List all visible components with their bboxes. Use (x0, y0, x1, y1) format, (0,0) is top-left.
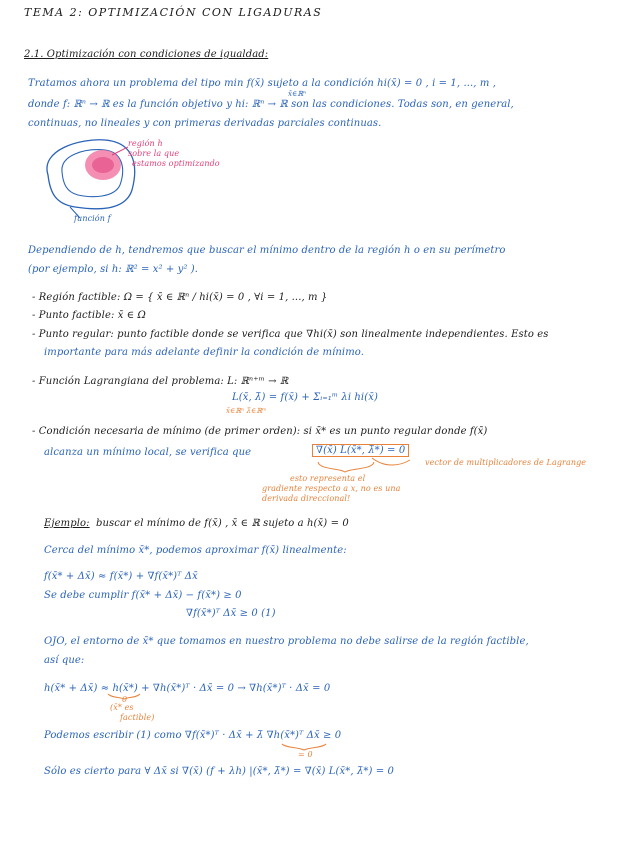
example-label: Ejemplo: (44, 518, 90, 529)
lagrangian-formula: L(x̄, λ̄) = f(x̄) + Σᵢ₌₁ᵐ λi hi(x̄) (232, 392, 378, 403)
lagrangian-subscripts: x̄∈ℝⁿ λ̄∈ℝᵐ (226, 407, 267, 415)
feasible-note-1: (x̄* es (110, 703, 134, 712)
example-line-7: h(x̄* + Δx̄) ≈ h(x̄*) + ∇h(x̄*)ᵀ · Δx̄ = 0 → ∇h(x̄*)ᵀ · Δx̄ = 0 (44, 683, 331, 694)
gradient-note-2: gradiente respecto a x, no es una (262, 484, 401, 493)
feasible-zero: 0 (122, 695, 128, 704)
function-label: función f (74, 214, 111, 223)
example-line-8: Podemos escribir (1) como ∇f(x̄*)ᵀ · Δx̄ + λ̄ ∇h(x̄*)ᵀ Δx̄ ≥ 0 (44, 730, 342, 741)
intro-subscript: x̄∈ℝⁿ (288, 90, 307, 98)
gradient-note-3: derivada direccional! (262, 494, 351, 503)
section-heading: 2.1. Optimización con condiciones de igualdad: (24, 49, 269, 60)
example-header: buscar el mínimo de f(x̄) , x̄ ∈ ℝ sujeto a h(x̄) = 0 (96, 518, 349, 529)
region-label-1: región h (128, 139, 163, 148)
intro-line-3: continuas, no lineales y con primeras derivadas parciales continuas. (28, 118, 382, 129)
example-line-3: Se debe cumplir f(x̄* + Δx̄) − f(x̄*) ≥ 0 (44, 590, 242, 601)
example-line-4: ∇f(x̄*)ᵀ Δx̄ ≥ 0 (1) (186, 608, 276, 619)
intro-line-2: donde f: ℝⁿ → ℝ es la función objetivo y hi: ℝⁿ → ℝ son las condiciones. Todas son, en general, (28, 99, 514, 110)
bullet-point: - Punto factible: x̄ ∈ Ω (32, 310, 146, 321)
zero-label: = 0 (298, 750, 313, 759)
example-line-9: Sólo es cierto para ∀ Δx̄ si ∇(x̄) (f + λh) |(x̄*, λ̄*) = ∇(x̄) L(x̄*, λ̄*) = 0 (44, 766, 394, 777)
example-line-5: OJO, el entorno de x̄* que tomamos en nuestro problema no debe salirse de la región factible, (44, 636, 529, 647)
lagrange-vector-note: vector de multiplicadores de Lagrange (425, 458, 587, 467)
region-label-3: estamos optimizando (132, 159, 220, 168)
bullet-regular-1: - Punto regular: punto factible donde se verifica que ∇hi(x̄) son linealmente independientes. Esto es (32, 329, 549, 340)
dep-line-2: (por ejemplo, si h: ℝ² = x² + y² ). (28, 264, 199, 275)
gradient-condition-box: ∇(x̄) L(x̄*, λ̄*) = 0 (312, 444, 409, 457)
dep-line-1: Dependiendo de h, tendremos que buscar el mínimo dentro de la región h o en su perímetro (28, 245, 506, 256)
feasible-note-2: factible) (120, 713, 155, 722)
region-label-2: sobre la que (128, 149, 180, 158)
page-title: TEMA 2: OPTIMIZACIÓN CON LIGADURAS (24, 6, 323, 19)
example-line-1: Cerca del mínimo x̄*, podemos aproximar f(x̄) linealmente: (44, 545, 347, 556)
gradient-note-1: esto representa el (290, 474, 366, 483)
example-line-2: f(x̄* + Δx̄) ≈ f(x̄*) + ∇f(x̄*)ᵀ Δx̄ (44, 571, 198, 582)
example-line-6: así que: (44, 655, 85, 666)
necessary-line-1: - Condición necesaria de mínimo (de primer orden): si x̄* es un punto regular donde f(x̄) (32, 426, 488, 437)
bullet-region: - Región factible: Ω = { x̄ ∈ ℝⁿ / hi(x̄) = 0 , ∀i = 1, ..., m } (32, 292, 328, 303)
intro-line-1: Tratamos ahora un problema del tipo min f(x̄) sujeto a la condición hi(x̄) = 0 , i = 1, ..., m , (28, 78, 496, 89)
necessary-line-2: alcanza un mínimo local, se verifica que (44, 447, 252, 458)
feasible-brace (108, 694, 140, 699)
bullet-lagrangian: - Función Lagrangiana del problema: L: ℝⁿ⁺ᵐ → ℝ (32, 376, 289, 387)
bullet-regular-2: importante para más adelante definir la condición de mínimo. (44, 347, 365, 358)
